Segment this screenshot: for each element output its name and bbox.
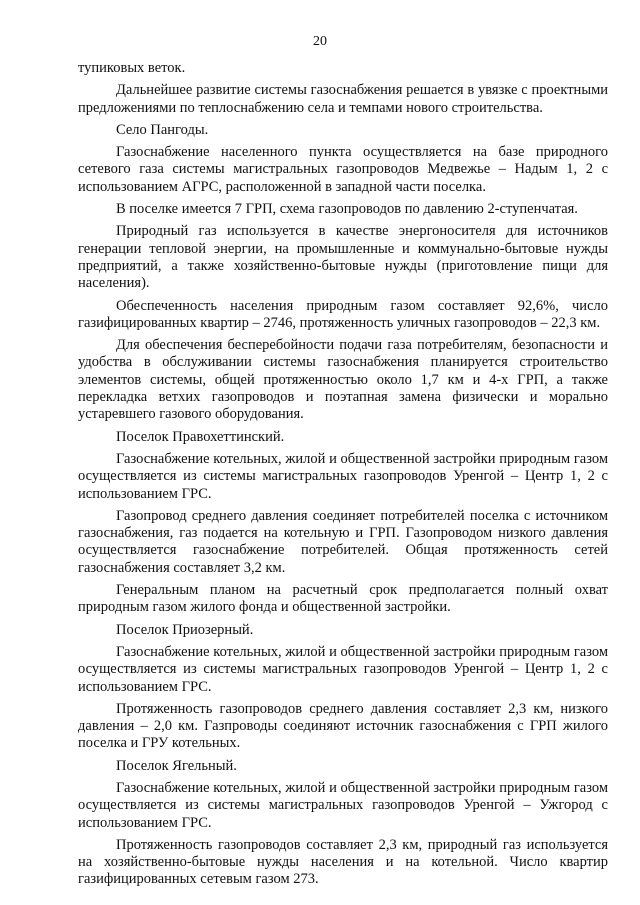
paragraph: Газоснабжение котельных, жилой и общественной застройки природным газом осуществляется из системы магистральных газопроводов Уренгой – Центр 1, 2 с использованием ГРС. — [78, 643, 608, 695]
paragraph: Обеспеченность населения природным газом составляет 92,6%, число газифицированных квартир – 2746, протяженность уличных газопроводов – 22,3 км. — [78, 297, 608, 331]
page-number: 20 — [313, 34, 327, 49]
paragraph: Дальнейшее развитие системы газоснабжения решается в увязке с проектными предложениями по теплоснабжению села и темпами нового строительства. — [78, 82, 608, 116]
section-heading: Поселок Правохеттинский. — [116, 428, 285, 445]
paragraph: Газоснабжение котельных, жилой и общественной застройки природным газом осуществляется из системы магистральных газопроводов Уренгой – Ужгород с использованием ГРС. — [78, 779, 608, 831]
section-heading: Поселок Ягельный. — [116, 757, 237, 774]
paragraph: Газоснабжение котельных, жилой и общественной застройки природным газом осуществляется из системы магистральных газопроводов Уренгой – Центр 1, 2 с использованием ГРС. — [78, 450, 608, 502]
paragraph: Протяженность газопроводов составляет 2,3 км, природный газ используется на хозяйственно-бытовые нужды населения и на котельной. Число квартир газифицированных сетевым газом 273. — [78, 836, 608, 888]
body-text — [78, 60, 608, 894]
paragraph: Для обеспечения бесперебойности подачи газа потребителям, безопасности и удобства в обслуживании системы газоснабжения планируется строительство элементов системы, общей протяженностью около 1,7 км и 4-х ГРП, а также перекладка ветхих газопроводов и поэтапная замена физически и морально устаревшего газового оборудования. — [78, 337, 608, 423]
paragraph: тупиковых веток. — [78, 60, 186, 76]
section-heading: Село Пангоды. — [116, 121, 209, 138]
paragraph: Газоснабжение населенного пункта осуществляется на базе природного сетевого газа системы магистральных газопроводов Медвежье – Надым 1, 2 с использованием АГРС, расположенной в западной части поселка. — [78, 144, 608, 195]
paragraph: Газопровод среднего давления соединяет потребителей поселка с источником газоснабжения, газ подается на котельную и ГРП. Газопроводом низкого давления осуществляется газоснабжение потребителей. Общая протяженность сетей газоснабжения составляет 3,2 км. — [78, 507, 608, 576]
paragraph: Генеральным планом на расчетный срок предполагается полный охват природным газом жилого фонда и общественной застройки. — [78, 582, 608, 616]
paragraph: Природный газ используется в качестве энергоносителя для источников генерации тепловой энергии, на промышленные и коммунально-бытовые нужды предприятий, а также хозяйственно-бытовые нужды (приготовление пищи для населения). — [78, 223, 608, 292]
section-heading: Поселок Приозерный. — [116, 621, 254, 638]
paragraph: Протяженность газопроводов среднего давления составляет 2,3 км, низкого давления – 2,0 км. Газпроводы соединяют источник газоснабжения с ГРП жилого поселка и ГРУ котельных. — [78, 700, 608, 752]
paragraph: В поселке имеется 7 ГРП, схема газопроводов по давлению 2-ступенчатая. — [116, 201, 578, 218]
